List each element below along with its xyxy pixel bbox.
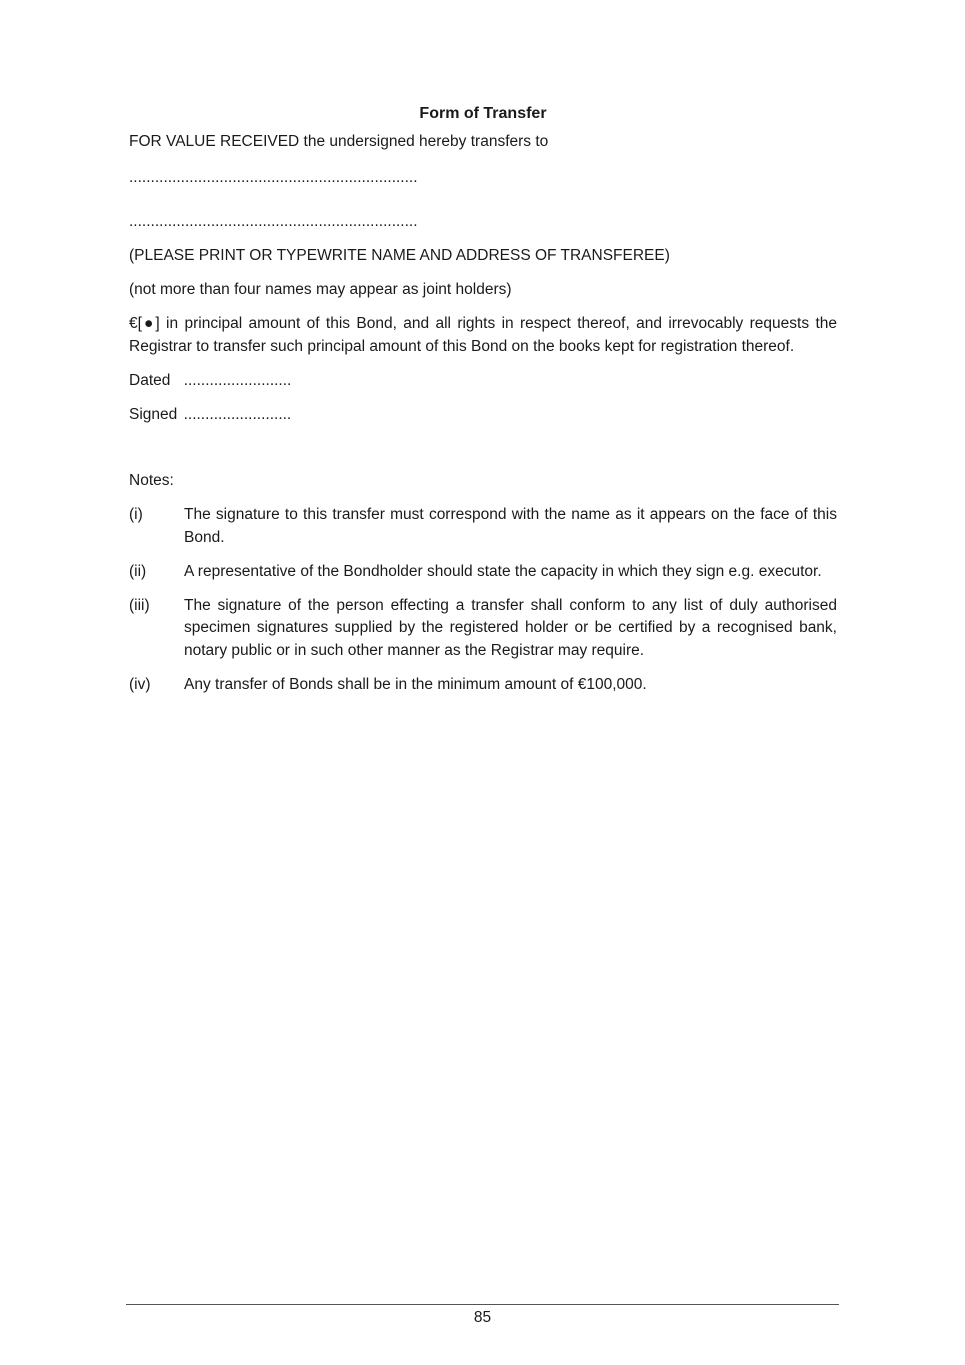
joint-holders-note: (not more than four names may appear as joint holders) — [129, 281, 512, 298]
dated-field — [129, 370, 837, 393]
note-text: Any transfer of Bonds shall be in the minimum amount of €100,000. — [184, 675, 647, 693]
note-number: (ii) — [129, 562, 147, 580]
dated-label: Dated — [129, 371, 171, 389]
signed-field — [129, 404, 837, 427]
transferee-blank-line-2: ................................................................... — [129, 213, 418, 230]
notes-heading: Notes: — [129, 472, 174, 489]
note-number: (iii) — [129, 596, 150, 614]
transferee-blank-line-1: ................................................................... — [129, 168, 418, 186]
signed-label: Signed — [129, 405, 178, 423]
signed-blank: ......................... — [183, 405, 292, 423]
note-item — [129, 595, 837, 663]
note-text: The signature to this transfer must correspond with the name as it appears on the face of this Bond. — [184, 506, 837, 546]
note-item — [129, 561, 837, 584]
print-instruction: (PLEASE PRINT OR TYPEWRITE NAME AND ADDRESS OF TRANSFEREE) — [129, 247, 670, 264]
note-text: The signature of the person effecting a transfer shall conform to any list of duly authorised specimen signatures supplied by the registered holder or be certified by a recognised bank, notary public or in such other manner as the Registrar may require. — [184, 596, 837, 659]
page-number: 85 — [473, 1309, 492, 1326]
page-title: Form of Transfer — [419, 105, 547, 122]
note-number: (i) — [129, 506, 143, 523]
dated-blank: ......................... — [183, 371, 292, 389]
principal-paragraph: €[●] in principal amount of this Bond, and all rights in respect thereof, and irrevocably requests the Registrar to transfer such principal amount of this Bond on the books kept for registration thereof. — [129, 315, 837, 355]
note-item — [129, 674, 837, 697]
footer-divider — [126, 1304, 839, 1305]
intro-paragraph: FOR VALUE RECEIVED the undersigned hereby transfers to — [129, 133, 549, 150]
page-content — [129, 103, 837, 708]
note-text: A representative of the Bondholder should state the capacity in which they sign e.g. executor. — [184, 562, 822, 580]
note-number: (iv) — [129, 675, 151, 693]
note-item — [129, 504, 837, 549]
